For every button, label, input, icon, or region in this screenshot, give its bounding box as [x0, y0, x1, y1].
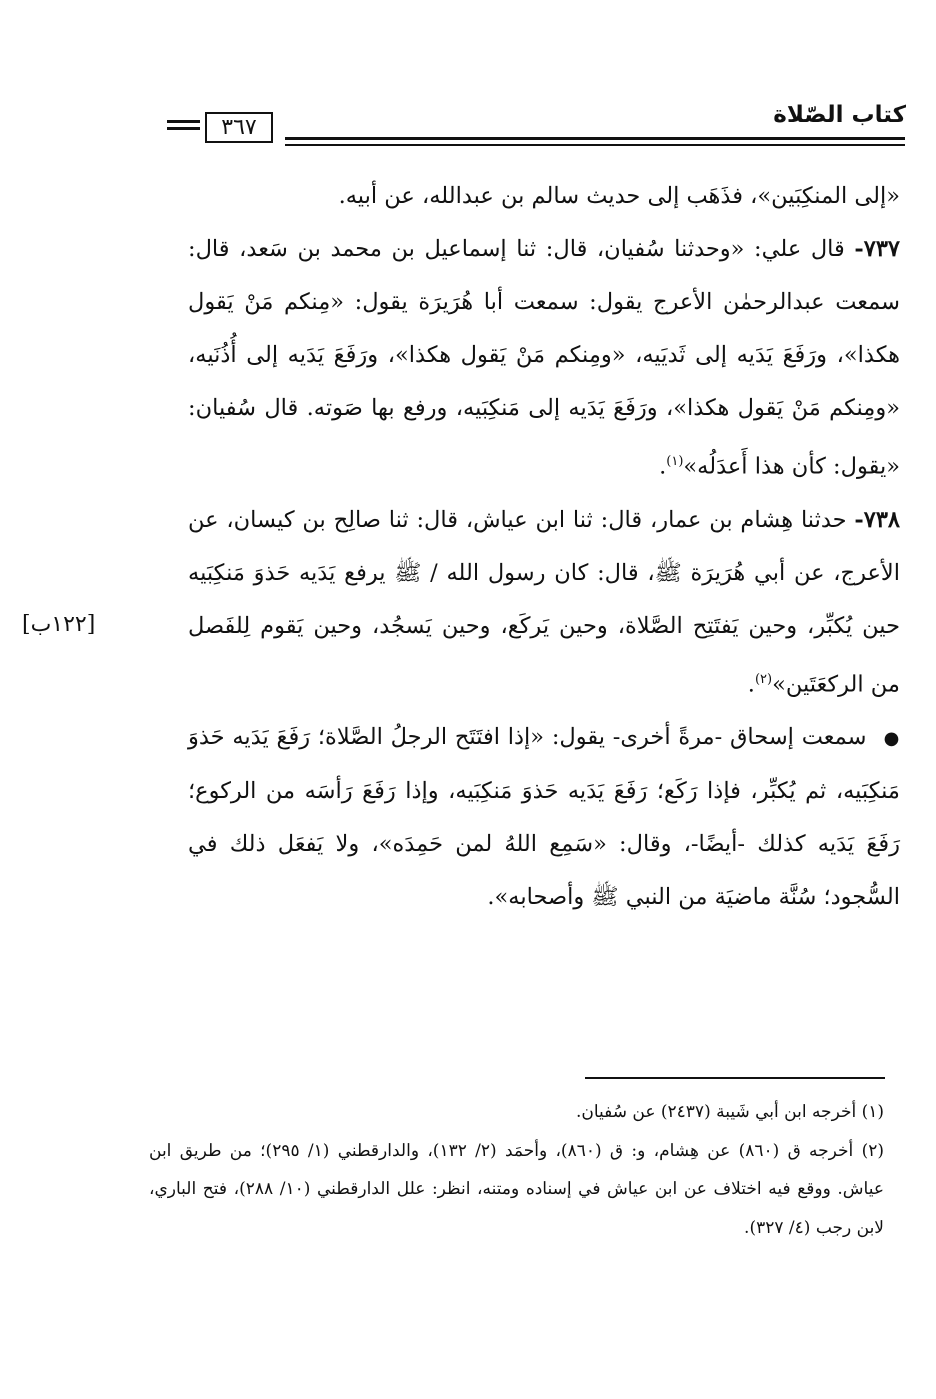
header-rule-left-2 — [167, 127, 200, 130]
footnote-marker[interactable]: (١) — [666, 454, 684, 469]
page-number: ٣٦٧ — [205, 112, 273, 143]
bullet-icon: ● — [883, 728, 900, 749]
paragraph-continuation — [188, 170, 900, 223]
hadith-text: قال علي: «وحدثنا سُفيان، قال: ثنا إسماعيل بن محمد بن سَعد، قال: سمعت عبدالرحمٰن الأعرج يقول: سمعت أبا هُرَيرَة يقول: «مِنكم مَنْ يَقول هكذا»، ورَفَعَ يَدَيه إلى ثَديَيه، «ومِنكم مَنْ يَقول هكذا»، ورَفَعَ يَدَيه إلى أُذُنَيه، «ومِنكم مَنْ يَقول هكذا»، ورَفَعَ يَدَيه إلى مَنكِبَيه، ورفع بها صَوته. قال سُفيان: «يقول: كأن هذا أَعدَلُه» — [188, 236, 900, 480]
footnote-marker[interactable]: (٢) — [754, 671, 773, 687]
paragraph-text: «إلى المنكِبَين»، فذَهَب إلى حديث سالم بن عبدالله، عن أبيه. — [338, 183, 900, 209]
main-text — [188, 170, 900, 924]
header-rule-left-1 — [167, 120, 200, 123]
hadith-number: ٧٣٧- — [854, 236, 900, 262]
hadith-738 — [188, 494, 900, 712]
footnote-1: (١) أخرجه ابن أبي شَيبة (٢٤٣٧) عن سُفيان. — [575, 1102, 884, 1122]
statement-text: سمعت إسحاق -مرةً أخرى- يقول: «إذا افتَتَح الرجلُ الصَّلاة؛ رَفَعَ يَدَيه حَذوَ مَنكِبَيه، ثم يُكبِّر، فإذا رَكَع؛ رَفَعَ يَدَيه حَذوَ مَنكِبَيه، وإذا رَفَعَ رَأسَه من الركوع؛ رَفَعَ يَدَيه كذلك -أيضًا-، وقال: «سَمِع اللهُ لمن حَمِدَه»، ولا يَفعَل ذلك في السُّجود؛ سُنَّة ماضيَة من النبي ﷺ وأصحابه». — [188, 724, 900, 910]
footnote-2: (٢) أخرجه ق (٨٦٠) عن هِشام، و: ق (٨٦٠)، وأحمَد (٢/ ١٣٢)، والدارقطني (١/ ٢٩٥)؛ من طريق ابن عياش. ووقع فيه اختلاف عن ابن عياش في إسناده ومتنه، انظر: علل الدارقطني (١٠/ ٢٨٨)، فتح الباري، لابن رجب (٤/ ٣٢٧). — [149, 1140, 885, 1238]
ishaq-statement — [188, 711, 900, 924]
footnotes — [149, 1093, 884, 1247]
sentence-end: . — [659, 453, 667, 480]
sentence-end: . — [747, 671, 755, 697]
book-title: كتاب الصّلاة — [773, 102, 906, 128]
header-rule-right-thin — [285, 144, 905, 146]
hadith-text: حدثنا هِشام بن عمار، قال: ثنا ابن عياش، قال: ثنا صالِح بن كيسان، عن الأعرج، عن أبي هُرَيرَة ﷺ، قال: كان رسول الله / ﷺ يرفع يَدَيه حَذوَ مَنكِبَيه حين يُكبِّر، وحين يَفتَتِح الصَّلاة، وحين يَركَع، وحين يَسجُد، وحين يَقوم لِلفَصل من الركعَتَين» — [188, 506, 900, 697]
header-rule-right-thick — [285, 137, 905, 140]
hadith-737 — [188, 223, 900, 494]
manuscript-folio-ref: [١٢٢ب] — [22, 612, 96, 637]
hadith-number: ٧٣٨- — [854, 506, 900, 533]
footnote-separator — [585, 1077, 885, 1079]
